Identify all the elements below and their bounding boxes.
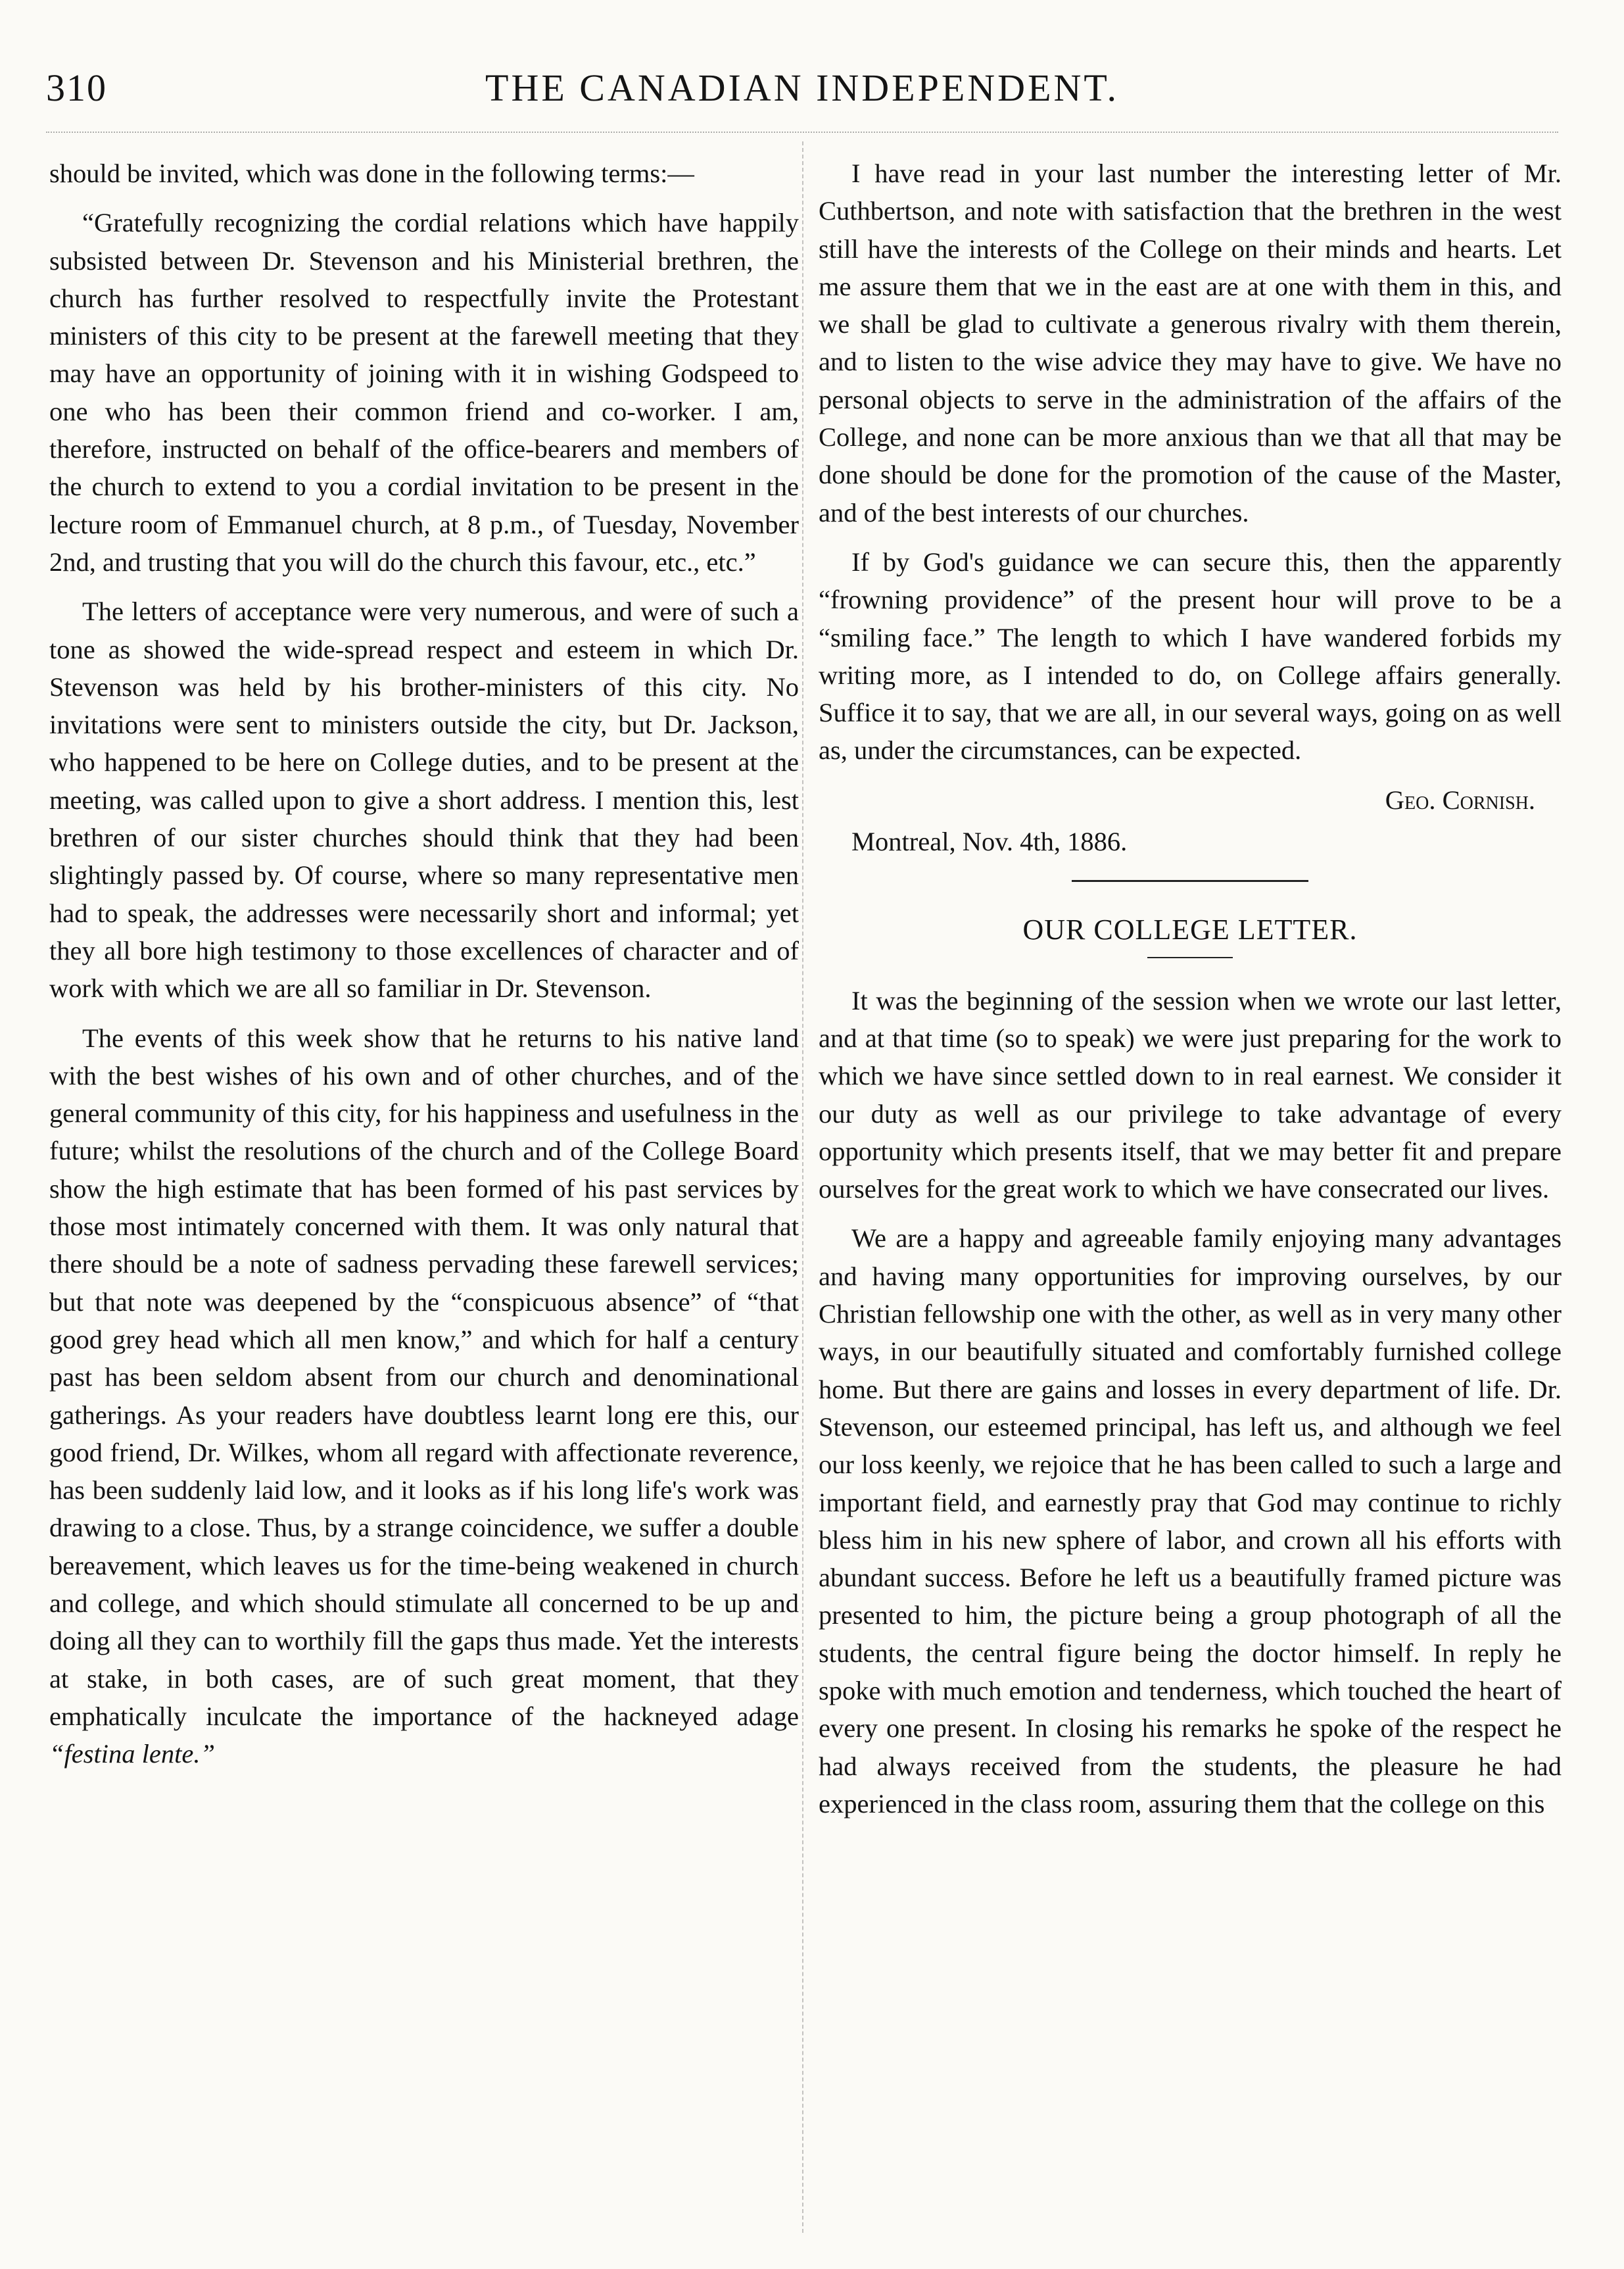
dateline: Montreal, Nov. 4th, 1886. — [851, 827, 1128, 857]
quoted-invitation: “Gratefully recognizing the cordial relations which have happily subsisted between Dr. Stevenson and his Ministerial brethren, the church has further resolved to respectfully invite the Protestant ministers of this city to be present at the farewell meeting that they may have an opportunity of joining with it in wishing Godspeed to one who has been their common friend and co-worker. I am, therefore, instructed on behalf of the office-bearers and members of the church to extend to you a cordial invitation to be present in the lecture room of Emmanuel church, at 8 p.m., of Tuesday, November 2nd, and trusting that you will do the church this favour, etc., etc.” — [49, 208, 799, 577]
section-rule — [1072, 880, 1308, 882]
header-rule — [46, 132, 1558, 133]
latin-adage: “festina lente.” — [49, 1739, 215, 1769]
page-number: 310 — [46, 66, 107, 109]
paragraph: should be invited, which was done in the following terms:— — [49, 159, 694, 188]
heading-rule — [1147, 957, 1233, 958]
paragraph: If by God's guidance we can secure this, then the apparently “frowning providence” of the present hour will prove to be a “smiling face.” The length to which I have wandered forbids my writing more, as I intended to do, on College affairs generally. Suffice it to say, that we are all, in our several ways, going on as well as, under the circumstances, can be expected. — [819, 547, 1562, 766]
column-divider — [802, 141, 803, 2233]
section-heading: OUR COLLEGE LETTER. — [1022, 914, 1358, 946]
left-column — [49, 155, 799, 1784]
paragraph: It was the beginning of the session when we wrote our last letter, and at that time (so to speak) we were just preparing for the work to which we have since settled down to in real earnest. We consider it our duty as well as our privilege to take advantage of every opportunity which presents itself, that we may better fit and prepare ourselves for the great work to which we have consecrated our lives. — [819, 985, 1562, 1204]
signature: Geo. Cornish. — [1385, 785, 1535, 815]
paragraph: We are a happy and agreeable family enjoying many advantages and having many opportunities for improving ourselves, by our Christian fellowship one with the other, as well as in very many other ways, in our beautifully situated and comfortably furnished college home. But there are gains and losses in every department of life. Dr. Stevenson, our esteemed principal, has left us, and although we feel our loss keenly, we rejoice that he has been called to such a large and important field, and earnestly pray that God may continue to richly bless him in his new sphere of labor, and crown all his efforts with abundant success. Before he left us a beautifully framed picture was presented to him, the picture being a group photograph of all the students, the central figure being the doctor himself. In reply he spoke with much emotion and tenderness, which touched the heart of every one present. In closing his remarks he spoke of the respect he had always received from the students, the pleasure he had experienced in the class room, assuring them that the college on this — [819, 1223, 1562, 1818]
page-header — [46, 66, 1558, 125]
paragraph: I have read in your last number the interesting letter of Mr. Cuthbertson, and note with satisfaction that the brethren in the west still have the interests of the College on their minds and hearts. Let me assure them that we in the east are at one with them in this, and we shall be glad to cultivate a generous rivalry with them therein, and to listen to the wise advice they may have to give. We have no personal objects to serve in the administration of the affairs of the College, and none can be more anxious than we that all that may be done should be done for the promotion of the cause of the Master, and of the best interests of our churches. — [819, 159, 1562, 527]
right-column — [819, 155, 1562, 1834]
paragraph: The letters of acceptance were very numerous, and were of such a tone as showed the wide-spread respect and esteem in which Dr. Stevenson was held by his brother-ministers of this city. No invitations were sent to ministers outside the city, but Dr. Jackson, who happened to be here on College duties, and to be present at the meeting, was called upon to give a short address. I mention this, lest brethren of our sister churches should think that they had been slightingly passed by. Of course, where so many representative men had to speak, the addresses were necessarily short and informal; yet they all bore high testimony to those excellences of character and of work with which we are all so familiar in Dr. Stevenson. — [49, 597, 799, 1004]
running-title: THE CANADIAN INDEPENDENT. — [485, 66, 1119, 109]
paragraph — [49, 1019, 799, 1773]
paragraph-text: The events of this week show that he returns to his native land with the best wishes of his own and of other churches, and of the general community of this city, for his happiness and usefulness in the future; whilst the resolutions of the church and of the College Board show the high estimate that has been formed of his past services by those most intimately concerned with them. It was only natural that there should be a note of sadness pervading these farewell services; but that note was deepened by the “conspicuous absence” of “that good grey head which all men know,” and which for half a century past has been seldom absent from our church and denominational gatherings. As your readers have doubtless learnt long ere this, our good friend, Dr. Wilkes, whom all regard with affectionate reverence, has been suddenly laid low, and it looks as if his long life's work was drawing to a close. Thus, by a strange coincidence, we suffer a double bereavement, which leaves us for the time-being weakened in church and college, and which should stimulate all concerned to be up and doing all they can to worthily fill the gaps thus made. Yet the interests at stake, in both cases, are of such great moment, that they emphatically inculcate the importance of the hackneyed adage — [49, 1023, 799, 1731]
